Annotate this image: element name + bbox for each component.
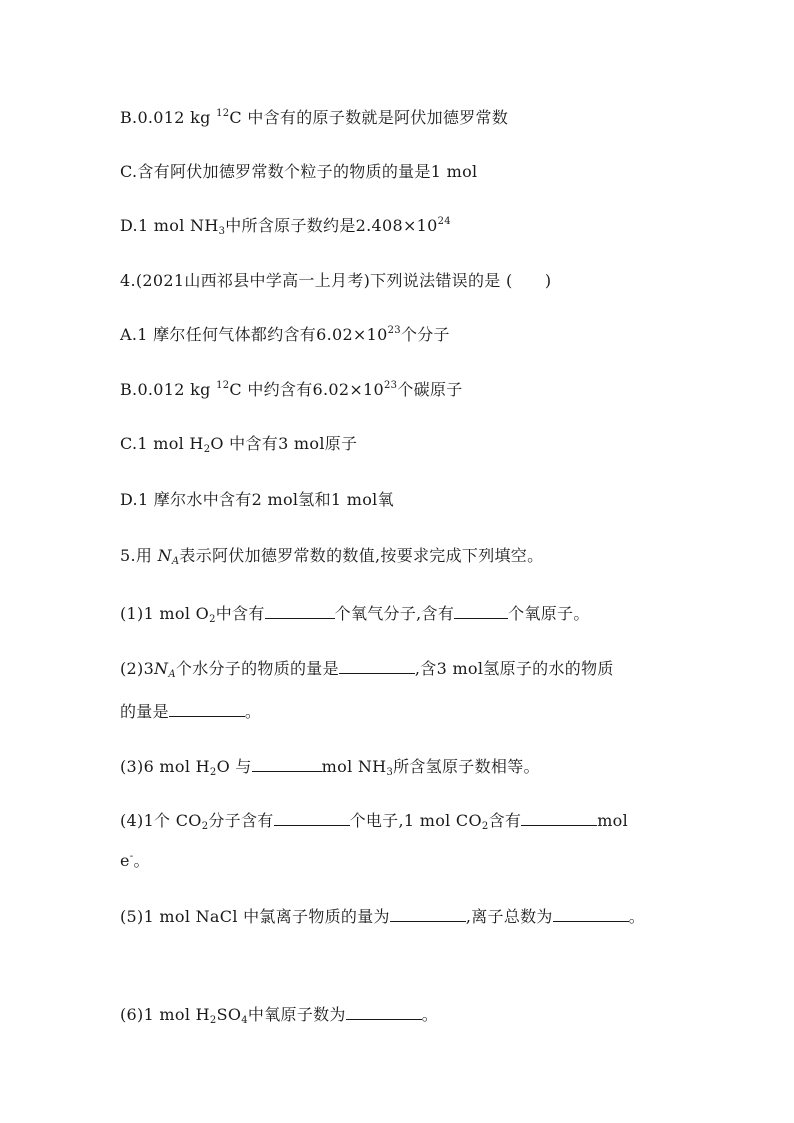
option-4c bbox=[120, 434, 357, 454]
question-text: 4.(2021山西祁县中学高一上月考)下列说法错误的是 bbox=[120, 271, 501, 290]
subscript: 4 bbox=[241, 1015, 248, 1026]
part-3 bbox=[120, 755, 540, 777]
question-4-stem bbox=[120, 271, 551, 291]
option-3b bbox=[120, 108, 508, 128]
option-text: C.1 mol H bbox=[120, 434, 204, 453]
answer-blank[interactable] bbox=[339, 657, 415, 674]
part-text: (4)1个 CO bbox=[120, 811, 202, 830]
part-text: (2)3 bbox=[120, 659, 155, 678]
answer-blank[interactable] bbox=[346, 1003, 422, 1020]
part-text: 分子含有 bbox=[208, 811, 274, 830]
option-text: 个碳原子 bbox=[397, 380, 463, 399]
part-text: 所含氢原子数相等。 bbox=[393, 757, 540, 776]
superscript: 23 bbox=[384, 380, 398, 391]
part-text: mol NH bbox=[321, 757, 387, 776]
part-1 bbox=[120, 602, 590, 624]
part-text: 含有 bbox=[488, 811, 522, 830]
subscript: 3 bbox=[386, 767, 394, 778]
question-text: 表示阿伏加德罗常数的数值,按要求完成下列填空。 bbox=[179, 546, 544, 565]
option-text: B.0.012 kg bbox=[120, 380, 217, 399]
superscript: 24 bbox=[437, 216, 451, 227]
question-text: 5.用 bbox=[120, 546, 158, 565]
part-2 bbox=[120, 657, 614, 679]
question-5-stem bbox=[120, 546, 543, 566]
subscript: 2 bbox=[203, 444, 211, 455]
part-text: ,含3 mol氢原子的水的物质 bbox=[414, 659, 614, 678]
part-4 bbox=[120, 809, 628, 831]
part-text: 中氧原子数为 bbox=[247, 1005, 346, 1024]
option-text: C 中含有的原子数就是阿伏加德罗常数 bbox=[229, 108, 509, 127]
option-text: A.1 摩尔任何气体都约含有6.02×10 bbox=[120, 325, 388, 344]
subscript: 2 bbox=[209, 1015, 217, 1026]
symbol-n: N bbox=[157, 546, 172, 565]
option-text: C.含有阿伏加德罗常数个粒子的物质的量是1 mol bbox=[120, 162, 478, 181]
option-text: 个分子 bbox=[400, 325, 450, 344]
part-5 bbox=[120, 905, 645, 927]
option-text: O 中含有3 mol原子 bbox=[210, 434, 358, 453]
answer-blank[interactable] bbox=[454, 602, 508, 619]
symbol-n: N bbox=[154, 659, 169, 678]
option-text: 中所含原子数约是2.408×10 bbox=[225, 216, 438, 235]
answer-blank[interactable] bbox=[252, 755, 322, 772]
part-text: (1)1 mol O bbox=[120, 604, 210, 623]
option-4b bbox=[120, 380, 463, 400]
part-text: (6)1 mol H bbox=[120, 1005, 210, 1024]
subscript: 2 bbox=[209, 767, 217, 778]
part-text: 。 bbox=[628, 907, 646, 926]
option-text: C 中约含有6.02×10 bbox=[229, 380, 385, 399]
part-text: (3)6 mol H bbox=[120, 757, 210, 776]
superscript: - bbox=[129, 851, 134, 862]
subscript: A bbox=[168, 669, 176, 680]
option-text: B.0.012 kg bbox=[120, 108, 217, 127]
answer-blank[interactable] bbox=[553, 905, 629, 922]
part-text: mol bbox=[597, 811, 629, 830]
part-text: 。 bbox=[421, 1005, 439, 1024]
answer-blank[interactable] bbox=[169, 700, 245, 717]
subscript: 2 bbox=[201, 821, 209, 832]
part-text: e bbox=[120, 851, 130, 870]
part-text: 。 bbox=[133, 851, 150, 870]
subscript: 3 bbox=[218, 226, 226, 237]
answer-blank[interactable] bbox=[265, 602, 335, 619]
subscript: 2 bbox=[209, 614, 216, 625]
part-text: 。 bbox=[244, 702, 262, 721]
option-text: D.1 mol NH bbox=[120, 216, 219, 235]
answer-blank[interactable] bbox=[521, 809, 597, 826]
part-text: SO bbox=[216, 1005, 242, 1024]
subscript: 2 bbox=[481, 821, 489, 832]
option-text: D.1 摩尔水中含有2 mol氢和1 mol氧 bbox=[120, 490, 394, 509]
part-text: (5)1 mol NaCl 中氯离子物质的量为 bbox=[120, 907, 390, 926]
part-6 bbox=[120, 1003, 438, 1025]
answer-paren: ( ) bbox=[505, 271, 552, 290]
part-text: 个电子,1 mol CO bbox=[349, 811, 482, 830]
part-text: O 与 bbox=[216, 757, 252, 776]
option-3d bbox=[120, 216, 451, 236]
answer-blank[interactable] bbox=[390, 905, 466, 922]
part-text: 个水分子的物质的量是 bbox=[175, 659, 339, 678]
superscript: 12 bbox=[216, 108, 230, 119]
part-4-cont bbox=[120, 851, 150, 871]
superscript: 12 bbox=[216, 380, 230, 391]
option-4a bbox=[120, 325, 450, 345]
part-text: ,离子总数为 bbox=[465, 907, 553, 926]
part-text: 个氧原子。 bbox=[508, 604, 590, 623]
part-text: 个氧气分子,含有 bbox=[334, 604, 455, 623]
superscript: 23 bbox=[387, 325, 401, 336]
answer-blank[interactable] bbox=[274, 809, 350, 826]
subscript: A bbox=[171, 556, 180, 567]
option-4d bbox=[120, 490, 394, 510]
part-2-cont bbox=[120, 700, 261, 722]
part-text: 的量是 bbox=[120, 702, 169, 721]
option-3c bbox=[120, 162, 477, 182]
part-text: 中含有 bbox=[215, 604, 265, 623]
